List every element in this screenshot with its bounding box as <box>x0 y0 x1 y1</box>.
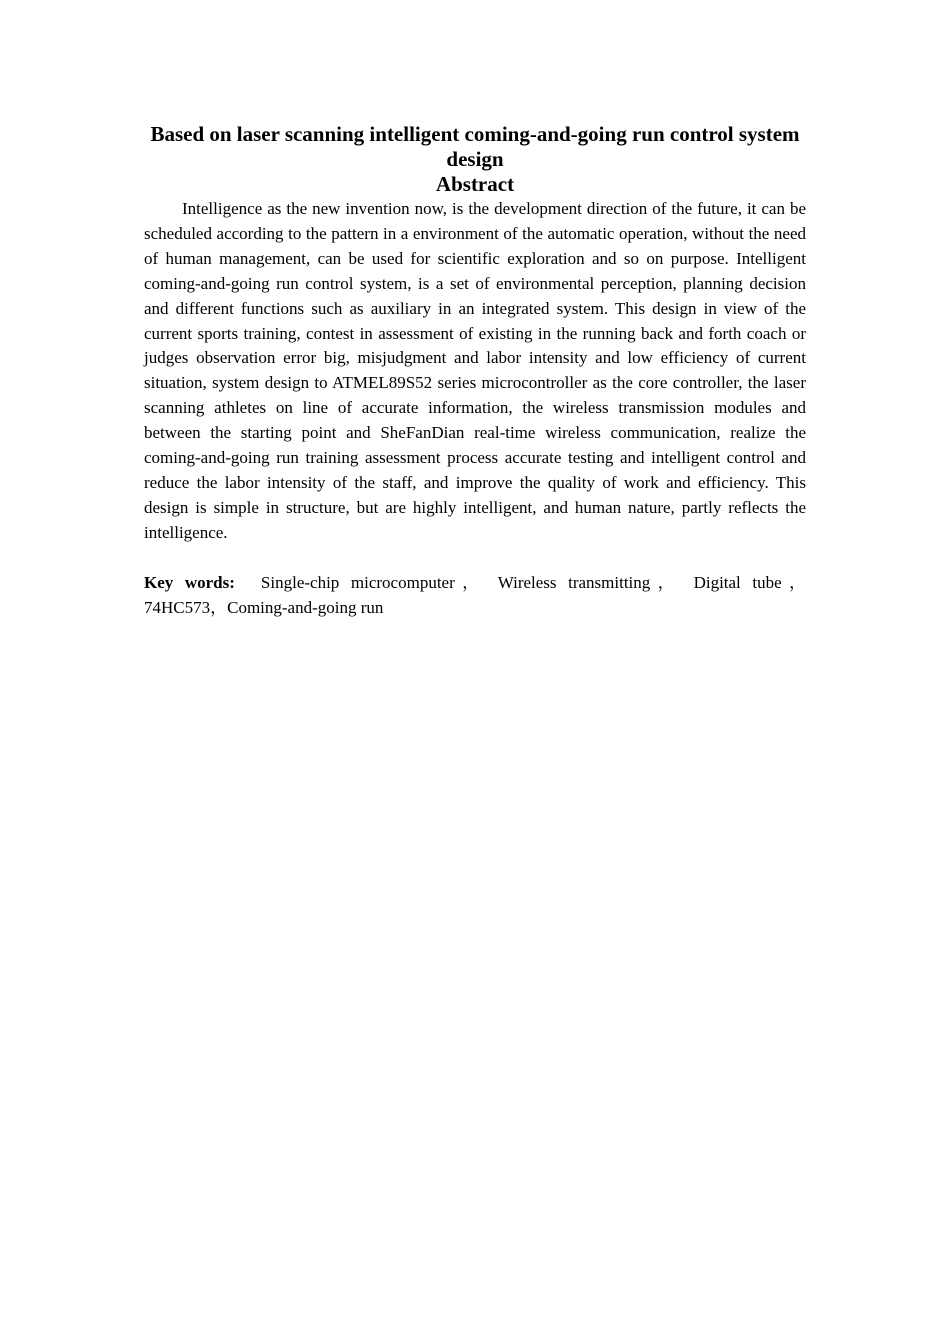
abstract-paragraph: Intelligence as the new invention now, is the development direction of the future, it can be scheduled according to the pattern in a environment of the automatic operation, without the need of human management, can be used for scientific exploration and so on purpose. Intelligent coming-and-going run control system, is a set of environmental perception, planning decision and different functions such as auxiliary in an integrated system. This design in view of the current sports training, contest in assessment of existing in the running back and forth coach or judges observation error big, misjudgment and labor intensity and low efficiency of current situation, system design to ATMEL89S52 series microcontroller as the core controller, the laser scanning athletes on line of accurate information, the wireless transmission modules and between the starting point and SheFanDian real-time wireless communication, realize the coming-and-going run training assessment process accurate testing and intelligent control and reduce the labor intensity of the staff, and improve the quality of work and efficiency. This design is simple in structure, but are highly intelligent, and human nature, partly reflects the intelligence. <box>144 199 806 542</box>
keywords-label: Key words: <box>144 572 235 592</box>
keywords-section <box>144 571 806 621</box>
abstract-heading: Abstract <box>435 172 515 196</box>
document-title: Based on laser scanning intelligent coming-and-going run control system design <box>150 122 800 171</box>
document-page <box>144 122 806 621</box>
keywords-list: Single-chip microcomputer， Wireless transmitting， Digital tube，74HC573，Coming-and-going run <box>144 572 806 617</box>
